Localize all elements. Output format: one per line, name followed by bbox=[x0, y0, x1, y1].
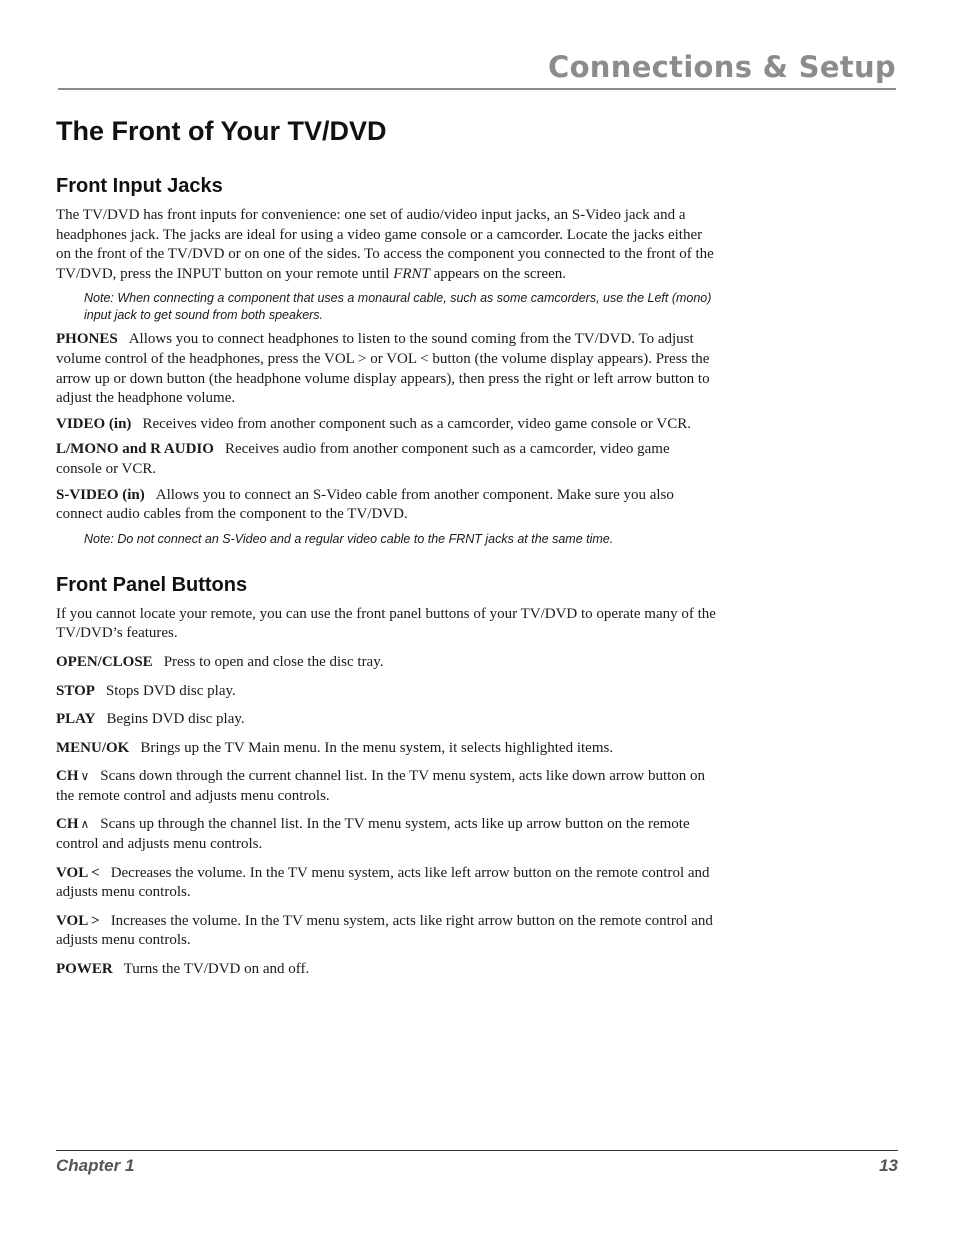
intro-text: The TV/DVD has front inputs for convenience: one set of audio/video input jacks, an S-Video jack and a headphones jack. The jacks are ideal for using a video game console or a camcorder. Locate the jacks either on the front of the TV/DVD or on one of the sides. To access the component you connected to the front of the TV/DVD, press the INPUT button on your remote until bbox=[56, 207, 714, 282]
button-term-label: VOL > bbox=[56, 912, 100, 929]
jack-desc: Allows you to connect headphones to listen to the sound coming from the TV/DVD. To adjust volume control of the headphones, press the VOL > or VOL < button (the volume display appears). Press the arrow up or down button (the headphone volume display appears), then press the right or left arrow button to adjust the headphone volume. bbox=[56, 331, 710, 407]
mono-cable-note: Note: When connecting a component that uses a monaural cable, such as some camcorders, use the Left (mono) input jack to get sound from both speakers. bbox=[84, 291, 712, 323]
button-term bbox=[56, 683, 95, 699]
page-content bbox=[56, 116, 716, 989]
button-term bbox=[56, 961, 113, 977]
jack-entry-phones bbox=[56, 330, 716, 408]
button-entry-ch-down bbox=[56, 767, 716, 806]
button-term-label: PLAY bbox=[56, 711, 96, 728]
section-heading-panel-buttons: Front Panel Buttons bbox=[56, 573, 248, 596]
button-term-label: POWER bbox=[56, 961, 113, 978]
jack-desc: Allows you to connect an S-Video cable from another component. Make sure you also connect audio cables from the component to the TV/DVD. bbox=[56, 486, 674, 523]
button-term bbox=[56, 711, 95, 727]
button-term bbox=[56, 816, 89, 832]
front-input-jacks-section bbox=[56, 175, 716, 548]
chevron-down-icon: ∨ bbox=[80, 769, 90, 784]
button-desc: Brings up the TV Main menu. In the menu system, it selects highlighted items. bbox=[140, 739, 614, 756]
button-desc: Decreases the volume. In the TV menu system, acts like left arrow button on the remote control and adjusts menu controls. bbox=[56, 864, 710, 901]
section-heading-input-jacks: Front Input Jacks bbox=[56, 175, 223, 197]
button-desc: Scans down through the current channel list. In the TV menu system, acts like down arrow button on the remote control and adjusts menu controls. bbox=[56, 768, 706, 804]
button-term-label: OPEN/CLOSE bbox=[56, 653, 153, 670]
intro-text-end: appears on the screen. bbox=[429, 265, 567, 282]
footer-divider bbox=[56, 1150, 898, 1151]
chevron-up-icon: ∧ bbox=[80, 817, 90, 832]
button-term-label: STOP bbox=[56, 682, 95, 699]
button-entry-stop bbox=[56, 682, 716, 702]
button-term bbox=[56, 865, 100, 881]
button-term-label: CH bbox=[56, 816, 79, 833]
section-spacer bbox=[56, 554, 716, 574]
button-term bbox=[56, 913, 100, 929]
jack-entry-video bbox=[56, 415, 716, 435]
jack-term: L/MONO and R AUDIO bbox=[56, 441, 214, 458]
intro-frnt-term: FRNT bbox=[393, 265, 430, 282]
chapter-header-title: Connections & Setup bbox=[548, 50, 896, 84]
panel-buttons-intro: If you cannot locate your remote, you can use the front panel buttons of your TV/DVD to operate many of the TV/DVD’s features. bbox=[56, 605, 716, 642]
button-entry-vol-down bbox=[56, 864, 716, 903]
button-entry-open-close bbox=[56, 653, 716, 673]
button-entry-play bbox=[56, 710, 716, 730]
jack-term: VIDEO (in) bbox=[56, 415, 132, 432]
button-desc: Turns the TV/DVD on and off. bbox=[123, 961, 310, 978]
button-term bbox=[56, 654, 153, 670]
page-number: 13 bbox=[879, 1156, 898, 1175]
button-desc: Stops DVD disc play. bbox=[105, 682, 236, 699]
button-entry-power bbox=[56, 960, 716, 980]
svideo-note: Note: Do not connect an S-Video and a regular video cable to the FRNT jacks at the same time. bbox=[84, 531, 614, 546]
jack-term: S-VIDEO (in) bbox=[56, 486, 145, 503]
button-desc: Press to open and close the disc tray. bbox=[163, 653, 384, 670]
front-panel-buttons-section bbox=[56, 574, 716, 980]
button-entry-vol-up bbox=[56, 912, 716, 951]
jack-desc: Receives video from another component such as a camcorder, video game console or VCR. bbox=[142, 415, 691, 432]
button-term-label: VOL < bbox=[56, 864, 100, 881]
jack-entry-svideo bbox=[56, 486, 716, 525]
jack-desc: Receives audio from another component such as a camcorder, video game console or VCR. bbox=[56, 441, 670, 477]
button-entry-ch-up bbox=[56, 815, 716, 854]
button-entry-menu-ok bbox=[56, 739, 716, 759]
button-desc: Scans up through the channel list. In the TV menu system, acts like up arrow button on the remote control and adjusts menu controls. bbox=[56, 816, 690, 853]
button-desc: Increases the volume. In the TV menu system, acts like right arrow button on the remote control and adjusts menu controls. bbox=[56, 912, 713, 949]
button-term-label: MENU/OK bbox=[56, 739, 130, 756]
header-divider bbox=[58, 88, 896, 90]
button-term bbox=[56, 768, 89, 784]
jack-entry-audio bbox=[56, 440, 716, 479]
jack-term: PHONES bbox=[56, 331, 118, 348]
button-term-label: CH bbox=[56, 768, 79, 785]
page-title: The Front of Your TV/DVD bbox=[56, 116, 387, 146]
button-desc: Begins DVD disc play. bbox=[106, 711, 245, 728]
input-jacks-intro bbox=[56, 206, 716, 284]
footer-chapter: Chapter 1 bbox=[56, 1156, 135, 1175]
button-term bbox=[56, 740, 129, 756]
